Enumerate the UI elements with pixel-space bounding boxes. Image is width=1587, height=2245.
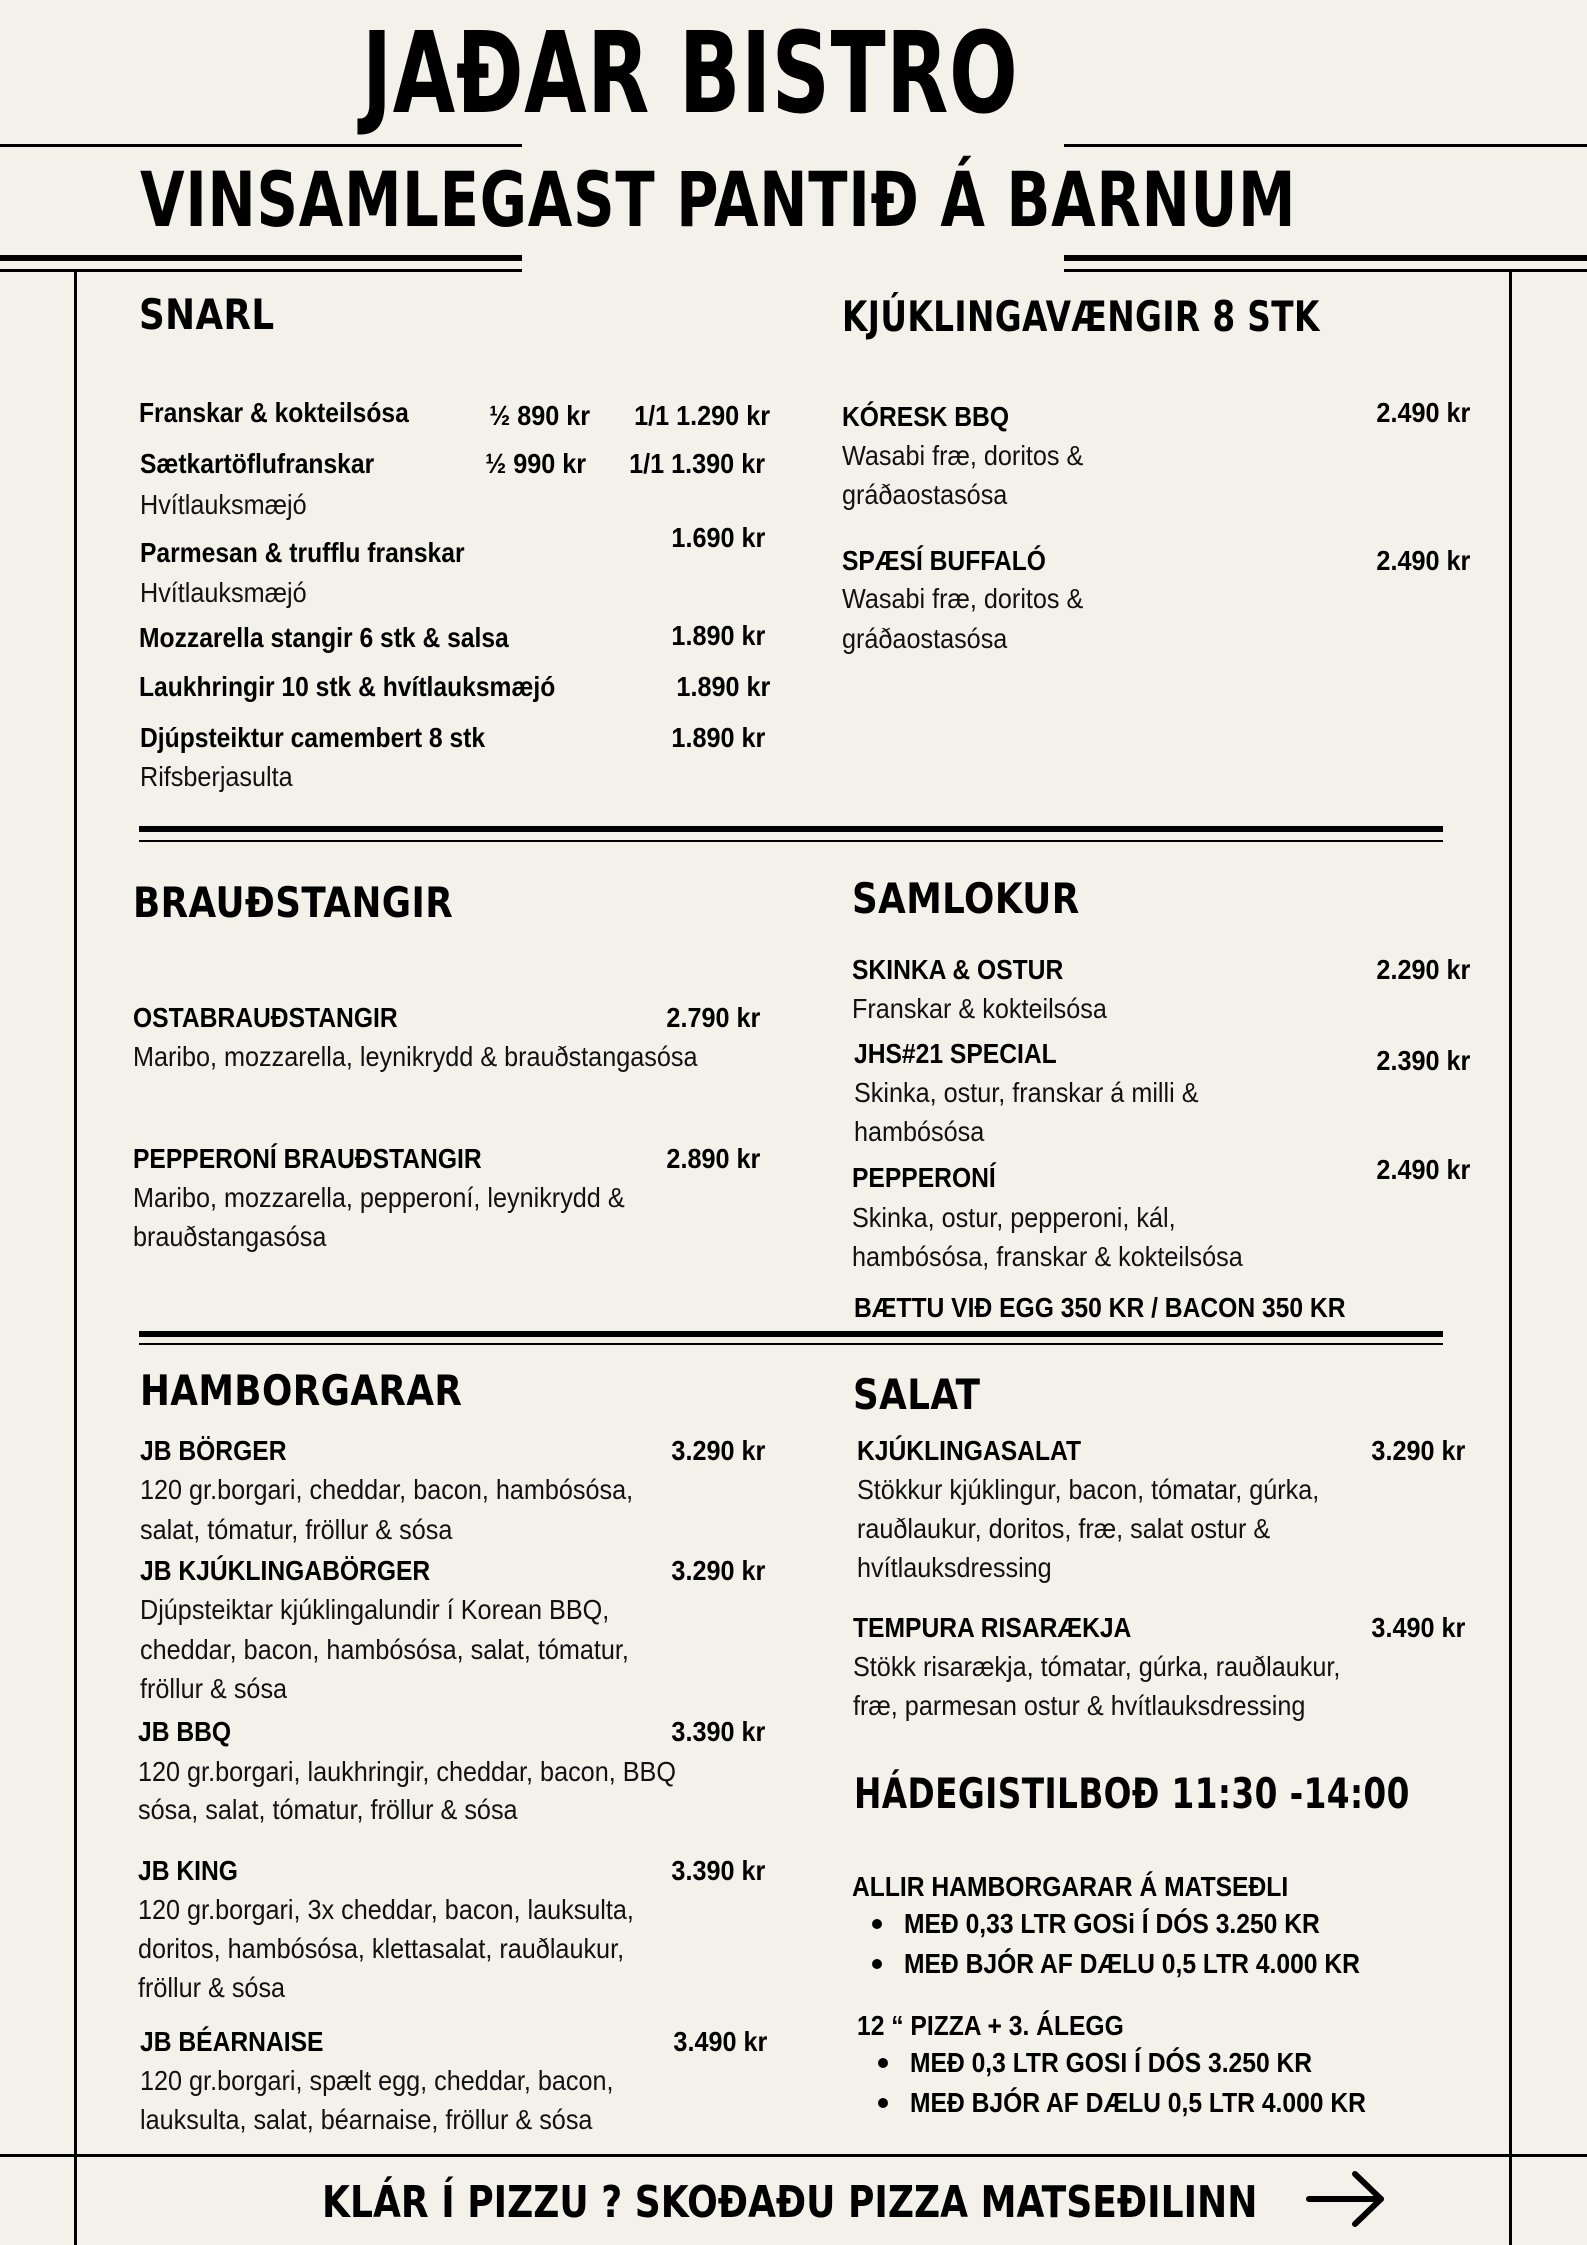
- burgers-item-desc: sósa, salat, tómatur, fröllur & sósa: [138, 1794, 518, 1825]
- burgers-item-name: JB KING: [138, 1855, 238, 1886]
- lunch-group-bullets: [868, 2043, 1428, 2123]
- salads-item-desc: Stökkur kjúklingur, bacon, tómatar, gúrka,: [857, 1474, 1320, 1505]
- bullet-dot-icon: [878, 2058, 888, 2068]
- bullet-dot-icon: [872, 1959, 882, 1969]
- sandwiches-item-price: 2.490 kr: [1376, 1154, 1470, 1185]
- salads-item-name: TEMPURA RISARÆKJA: [853, 1612, 1132, 1643]
- snarl-item-price-half: ½ 990 kr: [485, 448, 586, 479]
- restaurant-title: JAÐAR BISTRO: [362, 9, 1019, 139]
- burgers-item-price: 3.290 kr: [671, 1555, 765, 1586]
- wings-item-price: 2.490 kr: [1376, 397, 1470, 428]
- sandwiches-item-price: 2.390 kr: [1376, 1045, 1470, 1076]
- wings-item-desc: Wasabi fræ, doritos &: [842, 440, 1084, 471]
- burgers-item-desc: 120 gr.borgari, cheddar, bacon, hambósósa,: [140, 1474, 634, 1505]
- section-heading-breadsticks: BRAUÐSTANGIR: [133, 878, 454, 927]
- snarl-item-price: 1.890 kr: [671, 620, 765, 651]
- breadsticks-item-name: PEPPERONÍ BRAUÐSTANGIR: [133, 1143, 482, 1174]
- breadsticks-item-name: OSTABRAUÐSTANGIR: [133, 1002, 398, 1033]
- snarl-item-name: Parmesan & trufflu franskar: [140, 537, 465, 568]
- snarl-item-name: Mozzarella stangir 6 stk & salsa: [139, 622, 509, 653]
- sandwiches-item-name: JHS#21 SPECIAL: [854, 1038, 1057, 1069]
- sandwiches-item-desc: Franskar & kokteilsósa: [852, 993, 1107, 1024]
- burgers-item-desc: lauksulta, salat, béarnaise, fröllur & sósa: [140, 2104, 593, 2135]
- breadsticks-item-desc: Maribo, mozzarella, leynikrydd & brauðstangasósa: [133, 1041, 698, 1072]
- lunch-bullet: MEÐ BJÓR AF DÆLU 0,5 LTR 4.000 KR: [862, 1944, 1422, 1984]
- sandwiches-item-price: 2.290 kr: [1376, 954, 1470, 985]
- wings-item-desc: gráðaostasósa: [842, 623, 1008, 654]
- sandwiches-item-name: PEPPERONÍ: [852, 1162, 996, 1193]
- lunch-group-title: 12 “ PIZZA + 3. ÁLEGG: [857, 2010, 1124, 2041]
- bullet-dot-icon: [872, 1919, 882, 1929]
- burgers-item-name: JB BBQ: [138, 1716, 232, 1747]
- arrow-right-icon[interactable]: [1303, 2168, 1389, 2230]
- burgers-item-price: 3.390 kr: [671, 1855, 765, 1886]
- salads-item-name: KJÚKLINGASALAT: [857, 1435, 1082, 1466]
- breadsticks-item-desc: brauðstangasósa: [133, 1221, 327, 1252]
- snarl-item-name: Djúpsteiktur camembert 8 stk: [140, 722, 486, 753]
- salads-item-desc: hvítlauksdressing: [857, 1552, 1052, 1583]
- pizza-menu-link[interactable]: KLÁR Í PIZZU ? SKOÐAÐU PIZZA MATSEÐILINN: [322, 2177, 1258, 2228]
- header-rule-thick-right: [1064, 255, 1587, 261]
- divider-2-thick: [139, 1331, 1443, 1337]
- order-at-bar-subtitle: VINSAMLEGAST PANTIÐ Á BARNUM: [140, 155, 1297, 244]
- border-left: [74, 272, 77, 2245]
- burgers-item-name: JB BÉARNAISE: [140, 2026, 324, 2057]
- snarl-item-price-full: 1/1 1.290 kr: [634, 400, 770, 431]
- salads-item-price: 3.290 kr: [1371, 1435, 1465, 1466]
- burgers-item-desc: doritos, hambósósa, klettasalat, rauðlaukur,: [138, 1933, 625, 1964]
- sandwiches-addon-note: BÆTTU VIÐ EGG 350 KR / BACON 350 KR: [854, 1292, 1346, 1323]
- wings-item-price: 2.490 kr: [1376, 545, 1470, 576]
- burgers-item-desc: fröllur & sósa: [140, 1673, 288, 1704]
- snarl-item-price: 1.890 kr: [676, 671, 770, 702]
- lunch-bullet: MEÐ 0,33 LTR GOSi Í DÓS 3.250 KR: [862, 1904, 1422, 1944]
- burgers-item-desc: cheddar, bacon, hambósósa, salat, tómatur,: [140, 1634, 629, 1665]
- section-heading-snarl: SNARL: [139, 290, 275, 339]
- wings-item-desc: gráðaostasósa: [842, 479, 1008, 510]
- burgers-item-desc: 120 gr.borgari, 3x cheddar, bacon, lauksulta,: [138, 1894, 634, 1925]
- lunch-group-bullets: [862, 1904, 1422, 1984]
- burgers-item-desc: 120 gr.borgari, laukhringir, cheddar, bacon, BBQ: [138, 1756, 676, 1787]
- section-heading-sandwiches: SAMLOKUR: [852, 874, 1080, 923]
- header-rule-thick-left: [0, 255, 522, 261]
- divider-1-thick: [139, 826, 1443, 832]
- burgers-item-desc: Djúpsteiktar kjúklingalundir í Korean BBQ,: [140, 1594, 610, 1625]
- section-heading-wings: KJÚKLINGAVÆNGIR 8 STK: [842, 292, 1320, 341]
- salads-item-price: 3.490 kr: [1371, 1612, 1465, 1643]
- snarl-item-name: Laukhringir 10 stk & hvítlauksmæjó: [139, 671, 556, 702]
- section-heading-burgers: HAMBORGARAR: [140, 1366, 463, 1415]
- lunch-bullet: MEÐ 0,3 LTR GOSI Í DÓS 3.250 KR: [868, 2043, 1428, 2083]
- breadsticks-item-price: 2.790 kr: [666, 1002, 760, 1033]
- burgers-item-desc: 120 gr.borgari, spælt egg, cheddar, bacon,: [140, 2065, 614, 2096]
- burgers-item-desc: salat, tómatur, fröllur & sósa: [140, 1514, 453, 1545]
- section-heading-lunch-offer: HÁDEGISTILBOÐ 11:30 -14:00: [854, 1769, 1410, 1818]
- snarl-item-price: 1.890 kr: [671, 722, 765, 753]
- burgers-item-name: JB BÖRGER: [140, 1435, 287, 1466]
- burgers-item-price: 3.390 kr: [671, 1716, 765, 1747]
- border-right: [1509, 272, 1512, 2245]
- snarl-item-name: Franskar & kokteilsósa: [139, 397, 409, 428]
- burgers-item-desc: fröllur & sósa: [138, 1972, 286, 2003]
- divider-2-thin: [139, 1343, 1443, 1345]
- snarl-item-price-full: 1/1 1.390 kr: [629, 448, 765, 479]
- snarl-item-price: 1.690 kr: [671, 522, 765, 553]
- snarl-item-desc: Hvítlauksmæjó: [140, 489, 307, 520]
- section-heading-salads: SALAT: [853, 1370, 981, 1419]
- divider-1-thin: [139, 840, 1443, 842]
- sandwiches-item-desc: Skinka, ostur, franskar á milli &: [854, 1077, 1199, 1108]
- sandwiches-item-name: SKINKA & OSTUR: [852, 954, 1064, 985]
- bullet-dot-icon: [878, 2098, 888, 2108]
- snarl-item-price-half: ½ 890 kr: [489, 400, 590, 431]
- burgers-item-price: 3.290 kr: [671, 1435, 765, 1466]
- wings-item-desc: Wasabi fræ, doritos &: [842, 583, 1084, 614]
- sandwiches-item-desc: Skinka, ostur, pepperoni, kál,: [852, 1202, 1176, 1233]
- salads-item-desc: Stökk risarækja, tómatar, gúrka, rauðlaukur,: [853, 1651, 1341, 1682]
- burgers-item-price: 3.490 kr: [673, 2026, 767, 2057]
- snarl-item-desc: Rifsberjasulta: [140, 761, 293, 792]
- wings-item-name: SPÆSÍ BUFFALÓ: [842, 545, 1046, 576]
- salads-item-desc: fræ, parmesan ostur & hvítlauksdressing: [853, 1690, 1306, 1721]
- breadsticks-item-price: 2.890 kr: [666, 1143, 760, 1174]
- header-rule-top-left: [0, 144, 522, 147]
- header-rule-top-right: [1064, 144, 1587, 147]
- sandwiches-item-desc: hambósósa: [854, 1116, 985, 1147]
- sandwiches-item-desc: hambósósa, franskar & kokteilsósa: [852, 1241, 1243, 1272]
- lunch-group-title: ALLIR HAMBORGARAR Á MATSEÐLI: [852, 1871, 1289, 1902]
- snarl-item-desc: Hvítlauksmæjó: [140, 577, 307, 608]
- breadsticks-item-desc: Maribo, mozzarella, pepperoní, leynikrydd &: [133, 1182, 625, 1213]
- burgers-item-name: JB KJÚKLINGABÖRGER: [140, 1555, 431, 1586]
- wings-item-name: KÓRESK BBQ: [842, 401, 1010, 432]
- footer-rule: [0, 2154, 1587, 2157]
- header-rule-thin-left: [0, 269, 522, 272]
- snarl-item-name: Sætkartöflufranskar: [140, 448, 375, 479]
- lunch-bullet: MEÐ BJÓR AF DÆLU 0,5 LTR 4.000 KR: [868, 2083, 1428, 2123]
- salads-item-desc: rauðlaukur, doritos, fræ, salat ostur &: [857, 1513, 1271, 1544]
